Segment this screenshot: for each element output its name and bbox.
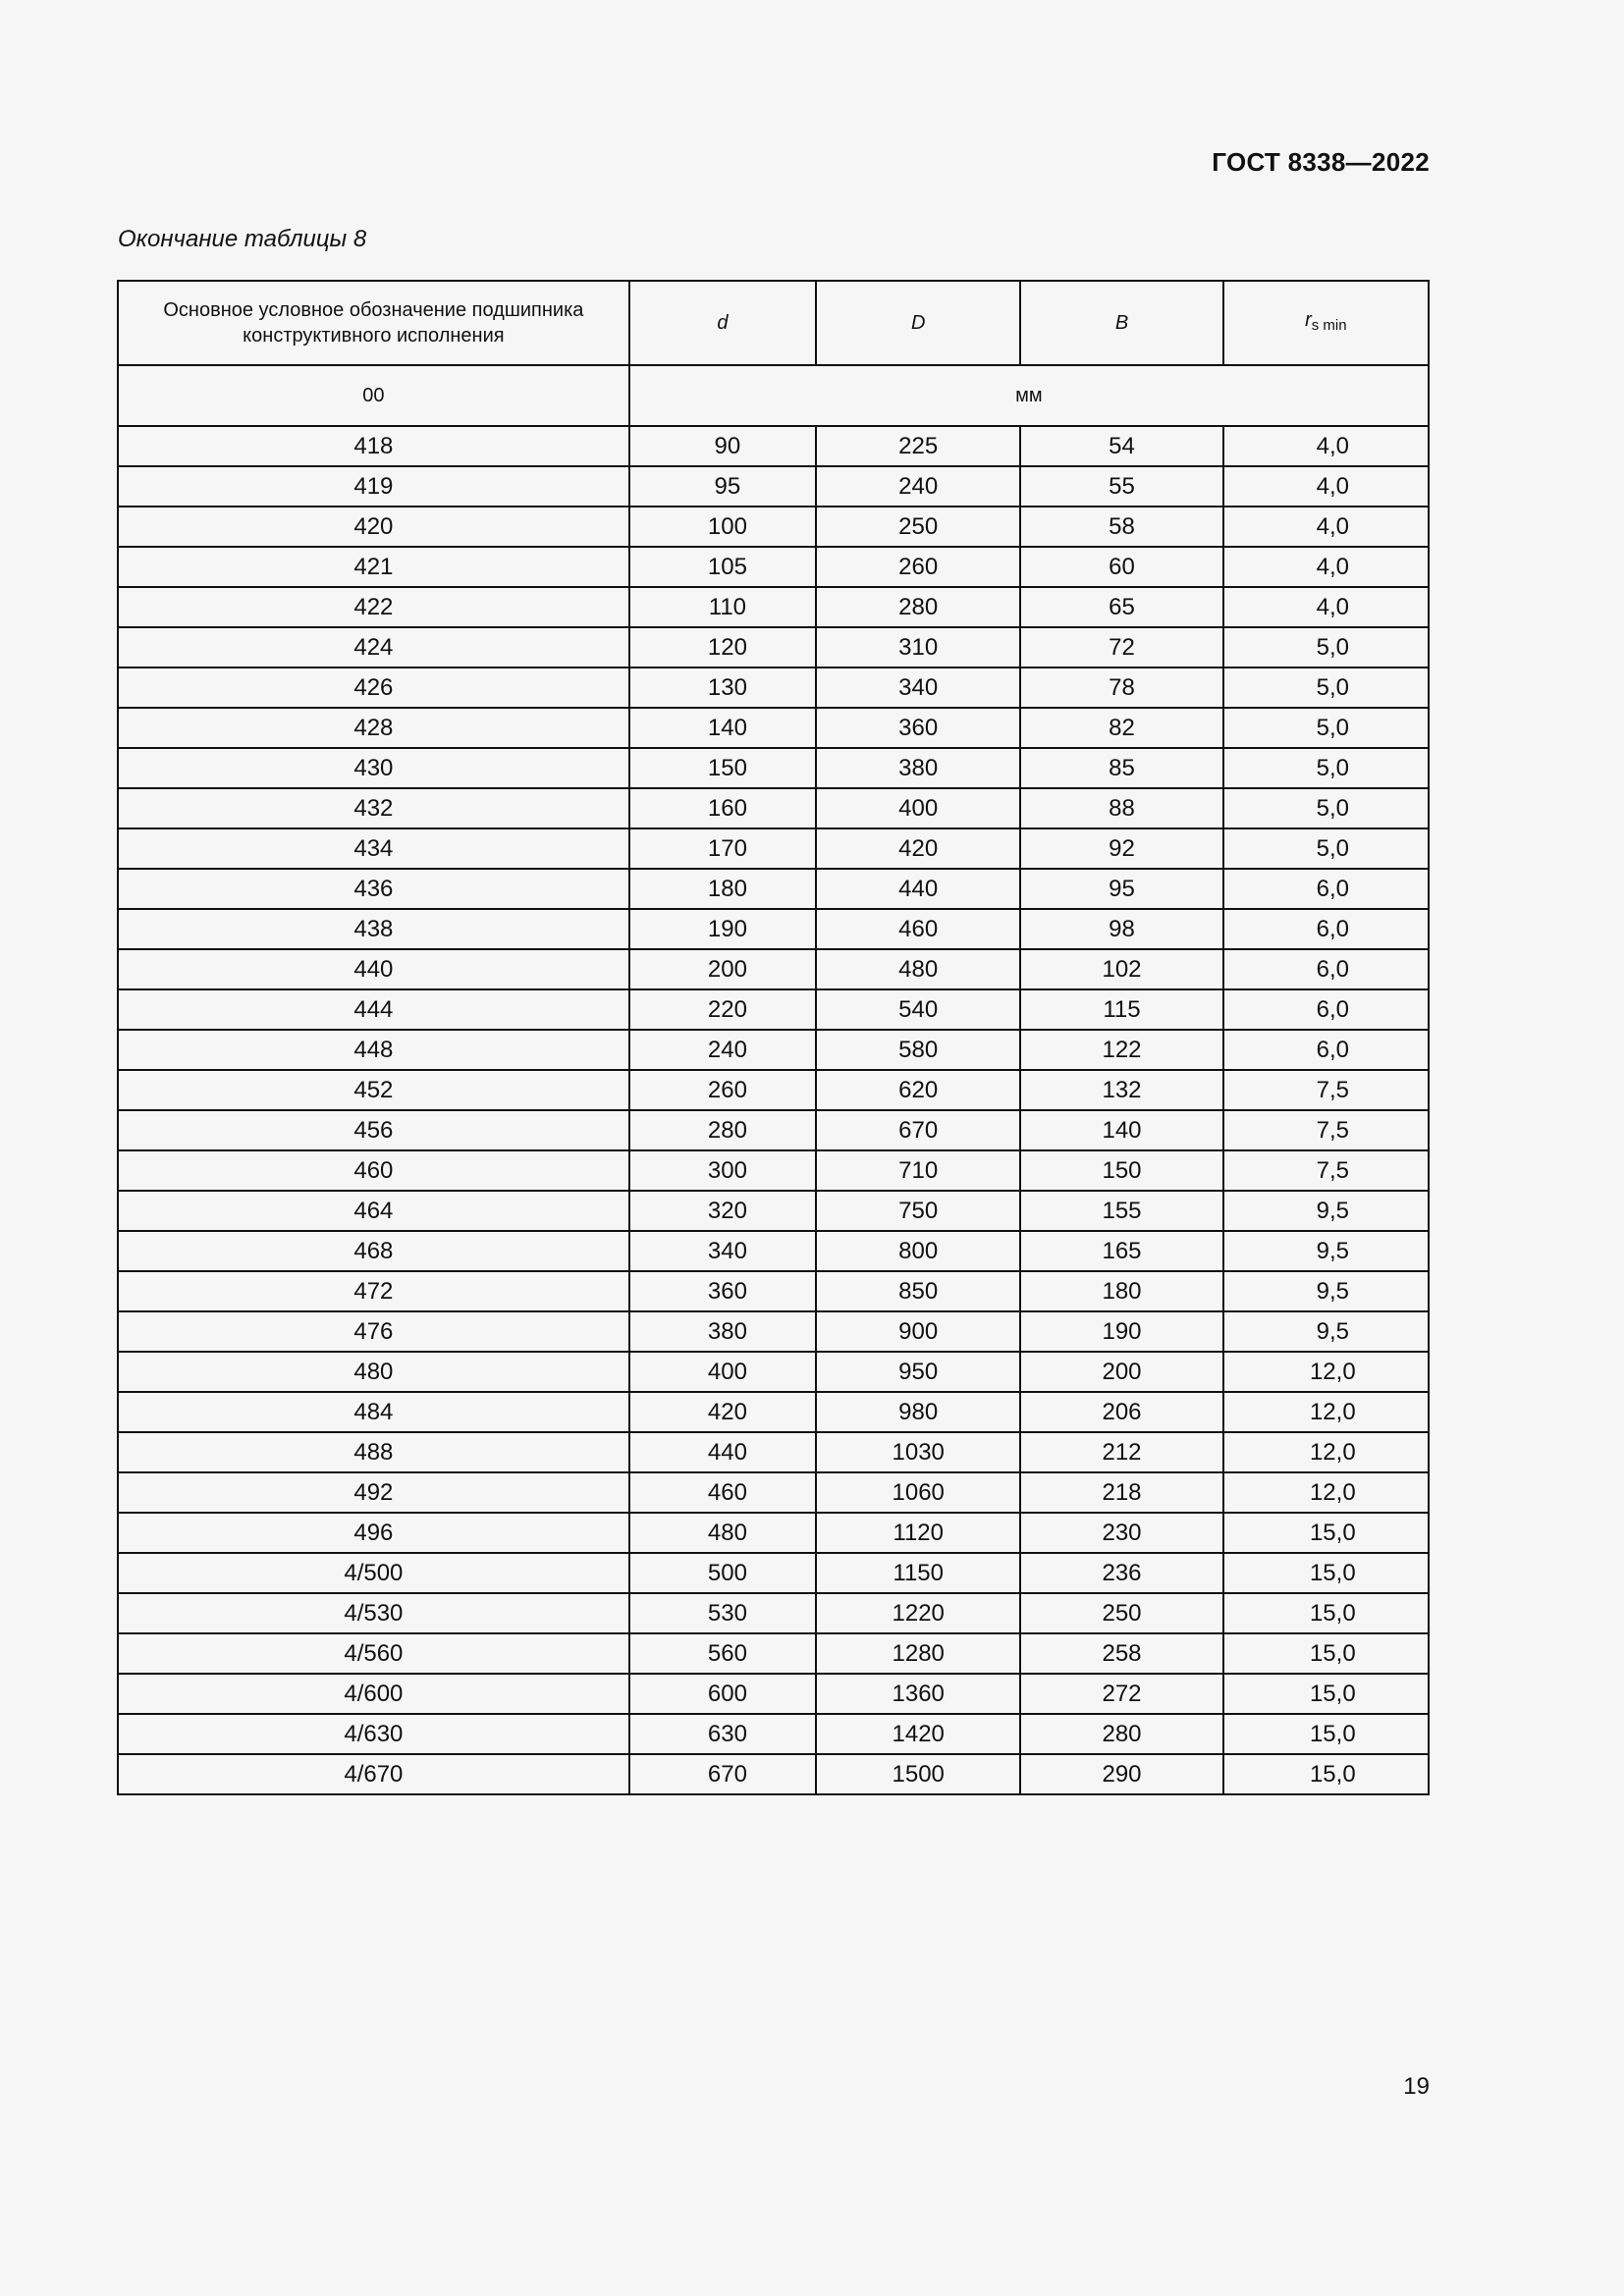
header-d: d bbox=[629, 281, 816, 365]
cell-D: 670 bbox=[816, 1110, 1020, 1150]
cell-r-s-min: 4,0 bbox=[1223, 507, 1429, 547]
table-row bbox=[118, 1714, 1429, 1754]
cell-d: 360 bbox=[629, 1271, 816, 1311]
table-row bbox=[118, 1271, 1429, 1311]
cell-designation: 456 bbox=[118, 1110, 629, 1150]
cell-designation: 488 bbox=[118, 1432, 629, 1472]
cell-B: 102 bbox=[1020, 949, 1222, 989]
cell-D: 260 bbox=[816, 547, 1020, 587]
cell-designation: 4/600 bbox=[118, 1674, 629, 1714]
cell-r-s-min: 4,0 bbox=[1223, 587, 1429, 627]
cell-D: 250 bbox=[816, 507, 1020, 547]
header-B: B bbox=[1020, 281, 1222, 365]
table-row bbox=[118, 1593, 1429, 1633]
cell-D: 1360 bbox=[816, 1674, 1020, 1714]
cell-r-s-min: 6,0 bbox=[1223, 869, 1429, 909]
table-row bbox=[118, 1110, 1429, 1150]
cell-B: 85 bbox=[1020, 748, 1222, 788]
cell-D: 360 bbox=[816, 708, 1020, 748]
cell-designation: 418 bbox=[118, 426, 629, 466]
table-row bbox=[118, 869, 1429, 909]
cell-d: 420 bbox=[629, 1392, 816, 1432]
cell-B: 88 bbox=[1020, 788, 1222, 828]
table-row bbox=[118, 1432, 1429, 1472]
cell-r-s-min: 4,0 bbox=[1223, 547, 1429, 587]
cell-d: 180 bbox=[629, 869, 816, 909]
header-D: D bbox=[816, 281, 1020, 365]
cell-d: 260 bbox=[629, 1070, 816, 1110]
cell-d: 670 bbox=[629, 1754, 816, 1794]
cell-d: 110 bbox=[629, 587, 816, 627]
table-row bbox=[118, 1352, 1429, 1392]
cell-B: 190 bbox=[1020, 1311, 1222, 1352]
cell-designation: 430 bbox=[118, 748, 629, 788]
table-row bbox=[118, 426, 1429, 466]
cell-B: 58 bbox=[1020, 507, 1222, 547]
table-row bbox=[118, 788, 1429, 828]
cell-designation: 4/560 bbox=[118, 1633, 629, 1674]
cell-d: 105 bbox=[629, 547, 816, 587]
table-row bbox=[118, 949, 1429, 989]
cell-r-s-min: 4,0 bbox=[1223, 466, 1429, 507]
cell-D: 1060 bbox=[816, 1472, 1020, 1513]
document-code: ГОСТ 8338—2022 bbox=[1212, 147, 1430, 177]
cell-D: 400 bbox=[816, 788, 1020, 828]
cell-B: 78 bbox=[1020, 667, 1222, 708]
cell-B: 212 bbox=[1020, 1432, 1222, 1472]
table-row bbox=[118, 1633, 1429, 1674]
table-row bbox=[118, 627, 1429, 667]
cell-r-s-min: 5,0 bbox=[1223, 788, 1429, 828]
cell-r-s-min: 7,5 bbox=[1223, 1110, 1429, 1150]
cell-designation: 419 bbox=[118, 466, 629, 507]
table-row bbox=[118, 1311, 1429, 1352]
cell-d: 200 bbox=[629, 949, 816, 989]
table-caption: Окончание таблицы 8 bbox=[118, 226, 367, 252]
cell-D: 900 bbox=[816, 1311, 1020, 1352]
table-row bbox=[118, 587, 1429, 627]
cell-D: 280 bbox=[816, 587, 1020, 627]
table-row bbox=[118, 466, 1429, 507]
table-subheader-row bbox=[118, 365, 1429, 426]
cell-d: 150 bbox=[629, 748, 816, 788]
cell-designation: 452 bbox=[118, 1070, 629, 1110]
cell-d: 120 bbox=[629, 627, 816, 667]
cell-B: 165 bbox=[1020, 1231, 1222, 1271]
table-header-row bbox=[118, 281, 1429, 365]
table-row bbox=[118, 1513, 1429, 1553]
table-body bbox=[118, 426, 1429, 1794]
design-code-cell: 00 bbox=[118, 365, 629, 426]
cell-designation: 4/500 bbox=[118, 1553, 629, 1593]
page-number: 19 bbox=[1403, 2073, 1430, 2100]
cell-D: 580 bbox=[816, 1030, 1020, 1070]
cell-designation: 428 bbox=[118, 708, 629, 748]
cell-D: 340 bbox=[816, 667, 1020, 708]
cell-designation: 420 bbox=[118, 507, 629, 547]
cell-designation: 444 bbox=[118, 989, 629, 1030]
cell-D: 750 bbox=[816, 1191, 1020, 1231]
cell-r-s-min: 9,5 bbox=[1223, 1191, 1429, 1231]
table-row bbox=[118, 748, 1429, 788]
cell-d: 530 bbox=[629, 1593, 816, 1633]
header-r-symbol: r bbox=[1305, 309, 1312, 331]
cell-B: 200 bbox=[1020, 1352, 1222, 1392]
cell-designation: 426 bbox=[118, 667, 629, 708]
cell-B: 150 bbox=[1020, 1150, 1222, 1191]
cell-designation: 496 bbox=[118, 1513, 629, 1553]
cell-d: 630 bbox=[629, 1714, 816, 1754]
cell-B: 230 bbox=[1020, 1513, 1222, 1553]
cell-d: 320 bbox=[629, 1191, 816, 1231]
table-row bbox=[118, 1674, 1429, 1714]
cell-r-s-min: 9,5 bbox=[1223, 1311, 1429, 1352]
table-row bbox=[118, 828, 1429, 869]
cell-D: 850 bbox=[816, 1271, 1020, 1311]
table-row bbox=[118, 1392, 1429, 1432]
cell-D: 310 bbox=[816, 627, 1020, 667]
cell-B: 140 bbox=[1020, 1110, 1222, 1150]
table-row bbox=[118, 989, 1429, 1030]
cell-D: 420 bbox=[816, 828, 1020, 869]
cell-d: 240 bbox=[629, 1030, 816, 1070]
cell-r-s-min: 15,0 bbox=[1223, 1633, 1429, 1674]
cell-B: 132 bbox=[1020, 1070, 1222, 1110]
cell-r-s-min: 15,0 bbox=[1223, 1593, 1429, 1633]
cell-B: 92 bbox=[1020, 828, 1222, 869]
cell-designation: 480 bbox=[118, 1352, 629, 1392]
cell-D: 1030 bbox=[816, 1432, 1020, 1472]
cell-r-s-min: 12,0 bbox=[1223, 1392, 1429, 1432]
cell-r-s-min: 15,0 bbox=[1223, 1553, 1429, 1593]
cell-designation: 4/630 bbox=[118, 1714, 629, 1754]
cell-designation: 438 bbox=[118, 909, 629, 949]
table-row bbox=[118, 1150, 1429, 1191]
cell-D: 480 bbox=[816, 949, 1020, 989]
cell-d: 600 bbox=[629, 1674, 816, 1714]
cell-B: 280 bbox=[1020, 1714, 1222, 1754]
cell-B: 95 bbox=[1020, 869, 1222, 909]
cell-d: 220 bbox=[629, 989, 816, 1030]
cell-designation: 432 bbox=[118, 788, 629, 828]
cell-B: 72 bbox=[1020, 627, 1222, 667]
cell-r-s-min: 5,0 bbox=[1223, 627, 1429, 667]
cell-designation: 448 bbox=[118, 1030, 629, 1070]
cell-B: 218 bbox=[1020, 1472, 1222, 1513]
cell-designation: 421 bbox=[118, 547, 629, 587]
cell-d: 460 bbox=[629, 1472, 816, 1513]
cell-r-s-min: 12,0 bbox=[1223, 1352, 1429, 1392]
cell-designation: 468 bbox=[118, 1231, 629, 1271]
cell-d: 560 bbox=[629, 1633, 816, 1674]
cell-d: 340 bbox=[629, 1231, 816, 1271]
cell-D: 1220 bbox=[816, 1593, 1020, 1633]
cell-r-s-min: 5,0 bbox=[1223, 828, 1429, 869]
cell-D: 1150 bbox=[816, 1553, 1020, 1593]
cell-designation: 434 bbox=[118, 828, 629, 869]
cell-designation: 492 bbox=[118, 1472, 629, 1513]
cell-designation: 4/530 bbox=[118, 1593, 629, 1633]
cell-D: 225 bbox=[816, 426, 1020, 466]
table-row bbox=[118, 1553, 1429, 1593]
cell-D: 540 bbox=[816, 989, 1020, 1030]
cell-designation: 472 bbox=[118, 1271, 629, 1311]
cell-designation: 422 bbox=[118, 587, 629, 627]
cell-D: 1500 bbox=[816, 1754, 1020, 1794]
cell-B: 272 bbox=[1020, 1674, 1222, 1714]
cell-B: 65 bbox=[1020, 587, 1222, 627]
cell-r-s-min: 12,0 bbox=[1223, 1432, 1429, 1472]
cell-designation: 476 bbox=[118, 1311, 629, 1352]
cell-D: 440 bbox=[816, 869, 1020, 909]
cell-designation: 4/670 bbox=[118, 1754, 629, 1794]
table-row bbox=[118, 507, 1429, 547]
cell-r-s-min: 6,0 bbox=[1223, 949, 1429, 989]
cell-designation: 440 bbox=[118, 949, 629, 989]
table-row bbox=[118, 1030, 1429, 1070]
cell-B: 60 bbox=[1020, 547, 1222, 587]
cell-d: 170 bbox=[629, 828, 816, 869]
cell-r-s-min: 9,5 bbox=[1223, 1231, 1429, 1271]
cell-B: 54 bbox=[1020, 426, 1222, 466]
table-row bbox=[118, 708, 1429, 748]
cell-d: 160 bbox=[629, 788, 816, 828]
table-row bbox=[118, 1231, 1429, 1271]
cell-D: 380 bbox=[816, 748, 1020, 788]
cell-B: 115 bbox=[1020, 989, 1222, 1030]
cell-designation: 484 bbox=[118, 1392, 629, 1432]
cell-r-s-min: 7,5 bbox=[1223, 1150, 1429, 1191]
cell-designation: 460 bbox=[118, 1150, 629, 1191]
table-row bbox=[118, 909, 1429, 949]
cell-r-s-min: 5,0 bbox=[1223, 708, 1429, 748]
cell-r-s-min: 7,5 bbox=[1223, 1070, 1429, 1110]
cell-d: 190 bbox=[629, 909, 816, 949]
cell-B: 155 bbox=[1020, 1191, 1222, 1231]
cell-B: 98 bbox=[1020, 909, 1222, 949]
cell-D: 1280 bbox=[816, 1633, 1020, 1674]
table-row bbox=[118, 1191, 1429, 1231]
cell-D: 980 bbox=[816, 1392, 1020, 1432]
cell-r-s-min: 5,0 bbox=[1223, 667, 1429, 708]
cell-d: 95 bbox=[629, 466, 816, 507]
cell-d: 380 bbox=[629, 1311, 816, 1352]
cell-B: 206 bbox=[1020, 1392, 1222, 1432]
cell-r-s-min: 6,0 bbox=[1223, 1030, 1429, 1070]
cell-r-s-min: 15,0 bbox=[1223, 1714, 1429, 1754]
cell-d: 90 bbox=[629, 426, 816, 466]
cell-d: 100 bbox=[629, 507, 816, 547]
cell-B: 55 bbox=[1020, 466, 1222, 507]
cell-D: 620 bbox=[816, 1070, 1020, 1110]
cell-D: 800 bbox=[816, 1231, 1020, 1271]
cell-B: 82 bbox=[1020, 708, 1222, 748]
cell-r-s-min: 4,0 bbox=[1223, 426, 1429, 466]
unit-cell: мм bbox=[629, 365, 1429, 426]
table-row bbox=[118, 1472, 1429, 1513]
cell-d: 400 bbox=[629, 1352, 816, 1392]
cell-D: 950 bbox=[816, 1352, 1020, 1392]
table-row bbox=[118, 547, 1429, 587]
cell-d: 300 bbox=[629, 1150, 816, 1191]
cell-r-s-min: 6,0 bbox=[1223, 989, 1429, 1030]
cell-r-s-min: 15,0 bbox=[1223, 1754, 1429, 1794]
cell-D: 1120 bbox=[816, 1513, 1020, 1553]
cell-B: 122 bbox=[1020, 1030, 1222, 1070]
cell-D: 1420 bbox=[816, 1714, 1020, 1754]
cell-designation: 436 bbox=[118, 869, 629, 909]
cell-D: 460 bbox=[816, 909, 1020, 949]
cell-D: 710 bbox=[816, 1150, 1020, 1191]
cell-B: 258 bbox=[1020, 1633, 1222, 1674]
cell-r-s-min: 15,0 bbox=[1223, 1674, 1429, 1714]
cell-d: 130 bbox=[629, 667, 816, 708]
cell-d: 140 bbox=[629, 708, 816, 748]
cell-d: 280 bbox=[629, 1110, 816, 1150]
cell-B: 250 bbox=[1020, 1593, 1222, 1633]
cell-r-s-min: 15,0 bbox=[1223, 1513, 1429, 1553]
cell-designation: 424 bbox=[118, 627, 629, 667]
table-row bbox=[118, 667, 1429, 708]
cell-d: 440 bbox=[629, 1432, 816, 1472]
cell-d: 500 bbox=[629, 1553, 816, 1593]
bearing-dimensions-table bbox=[117, 280, 1430, 1795]
cell-B: 180 bbox=[1020, 1271, 1222, 1311]
cell-r-s-min: 6,0 bbox=[1223, 909, 1429, 949]
cell-r-s-min: 5,0 bbox=[1223, 748, 1429, 788]
table-row bbox=[118, 1754, 1429, 1794]
header-designation: Основное условное обозначение подшипника конструктивного исполнения bbox=[118, 281, 629, 365]
cell-B: 290 bbox=[1020, 1754, 1222, 1794]
cell-D: 240 bbox=[816, 466, 1020, 507]
cell-d: 480 bbox=[629, 1513, 816, 1553]
header-r-subscript: s min bbox=[1311, 317, 1347, 334]
table-row bbox=[118, 1070, 1429, 1110]
cell-r-s-min: 12,0 bbox=[1223, 1472, 1429, 1513]
cell-B: 236 bbox=[1020, 1553, 1222, 1593]
cell-r-s-min: 9,5 bbox=[1223, 1271, 1429, 1311]
cell-designation: 464 bbox=[118, 1191, 629, 1231]
header-r-s-min bbox=[1223, 281, 1429, 365]
